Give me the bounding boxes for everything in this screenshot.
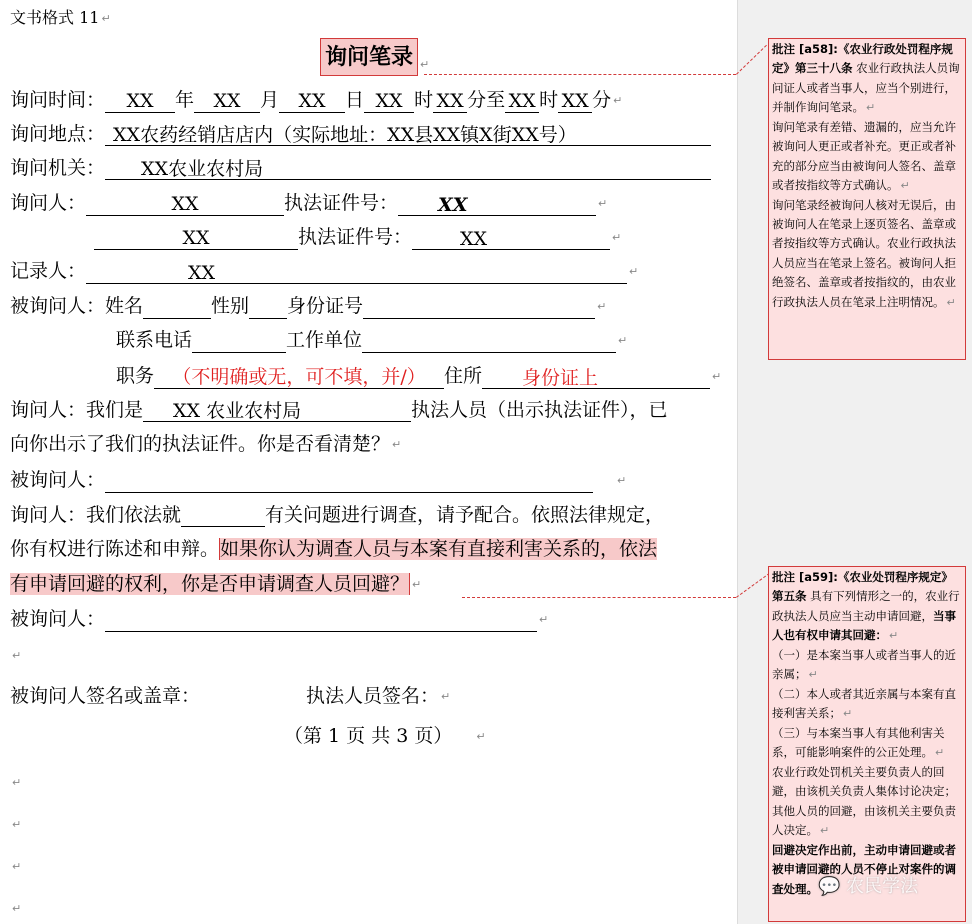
comment-connector-2 [462,597,736,598]
recorder-row: 记录人： XX ↵ [10,260,639,284]
inquirer-row-2: XX 执法证件号： XX ↵ [94,225,621,250]
question-2-line-2: 你有权进行陈述和申辩。如果你认为调查人员与本案有直接利害关系的，依法 [10,538,658,560]
inquirer-row-1: 询问人： XX 执法证件号： XX ↵ [10,192,608,216]
document-page: 文书格式 11 ↵ 询问笔录 ↵ 询问时间： XX 年 XX 月 XX 日 XX 时 XX 分至 XX 时 XX 分 ↵ 询问地点： XX农药经销店店内（实际地址：XX县XX镇X街XX号） 询问机关： XX农业农村局 询问人： XX 执法证件号： XX ↵ XX 执法证件号： XX ↵ 记录人： XX ↵ 被询问人：姓名 性别 身份证号 ↵ 联系电话 工作单位 ↵ 职务 （不明确或无，可不填，并/） 住所 身份证上 ↵ 询问人：我们是 XX 农业农村局 执法人员（出示执法证件），已 向你出示了我们的执法证件。你是否看清楚？ ↵ 被询问人： ↵ 询问人：我们依法就 有关问题进行调查，请予配合。依照法律规定， 你有权进行陈述和申辩。如果你认为调查人员与本案有直接利害关系的，依法 有申请回避的权利，你是否申请调查人员回避？ ↵ 被询问人： ↵ ↵ 被询问人签名或盖章： 执法人员签名： ↵ （第 1 页 共 3 页） ↵ ↵ ↵ ↵ ↵ [0,0,737,924]
form-label: 文书格式 11 ↵ [10,8,111,27]
page-number: （第 1 页 共 3 页） ↵ [284,725,486,747]
inquiry-place-row: 询问地点： XX农药经销店店内（实际地址：XX县XX镇X街XX号） [10,122,711,146]
comment-connector-1 [424,74,736,75]
subject-row-3: 职务 （不明确或无，可不填，并/） 住所 身份证上 ↵ [116,365,722,389]
comment-a59[interactable]: 批注 [a59]:《农业处罚程序规定》第五条 具有下列情形之一的，农业行政执法人员应当主动申请回避，当事人也有权申请其回避： ↵ （一）是本案当事人或者当事人的近亲属； ↵ （二）本人或者其近亲属与本案有直接利害关系； ↵ （三）与本案当事人有其他利害关系，可能影响案件的公正处理。 ↵ 农业行政处罚机关主要负责人的回避，由该机关负责人集体讨论决定；其他人员的回避，由该机关主要负责人决定。 ↵ 回避决定作出前，主动申请回避或者被申请回避的人员不停止对案件的调查处理。 [768,566,966,922]
empty-paragraph: ↵ [12,649,22,662]
inquiry-time-row: 询问时间： XX 年 XX 月 XX 日 XX 时 XX 分至 XX 时 XX 分 ↵ [10,89,623,112]
empty-paragraph: ↵ [12,776,22,789]
question-2-line-1: 询问人：我们依法就 有关问题进行调查，请予配合。依照法律规定， [10,504,665,526]
question-1-line-2: 向你出示了我们的执法证件。你是否看清楚？ ↵ [10,433,402,455]
chat-bubble-icon: 💬 [818,876,841,897]
page-title[interactable]: 询问笔录 [320,38,418,76]
signature-row: 被询问人签名或盖章： 执法人员签名： ↵ [10,685,451,707]
subject-row-1: 被询问人：姓名 性别 身份证号 ↵ [10,295,607,317]
question-2-line-3: 有申请回避的权利，你是否申请调查人员回避？ ↵ [10,573,422,595]
watermark: 💬 农民学法 [818,876,919,897]
subject-row-2: 联系电话 工作单位 ↵ [116,329,628,351]
empty-paragraph: ↵ [12,902,22,915]
empty-paragraph: ↵ [12,818,22,831]
empty-paragraph: ↵ [12,860,22,873]
answer-1-row: 被询问人： ↵ [10,469,627,491]
comment-a58[interactable]: 批注 [a58]:《农业行政处罚程序规定》第三十八条 农业行政执法人员询问证人或者当事人，应当个别进行，并制作询问笔录。 ↵ 询问笔录有差错、遗漏的，应当允许被询问人更正或者补充。更正或者补充的部分应当由被询问人签名、盖章或者按指纹等方式确认。 ↵ 询问笔录经被询问人核对无误后，由被询问人在笔录上逐页签名、盖章或者按指纹等方式确认。农业行政执法人员应当在笔录上签名。被询问人拒绝签名、盖章或者按指纹的，由农业行政执法人员在笔录上注明情况。 ↵ [768,38,966,360]
question-1-line-1: 询问人：我们是 XX 农业农村局 执法人员（出示执法证件），已 [10,399,668,422]
answer-2-row: 被询问人： ↵ [10,608,549,630]
inquiry-org-row: 询问机关： XX农业农村局 [10,156,711,180]
